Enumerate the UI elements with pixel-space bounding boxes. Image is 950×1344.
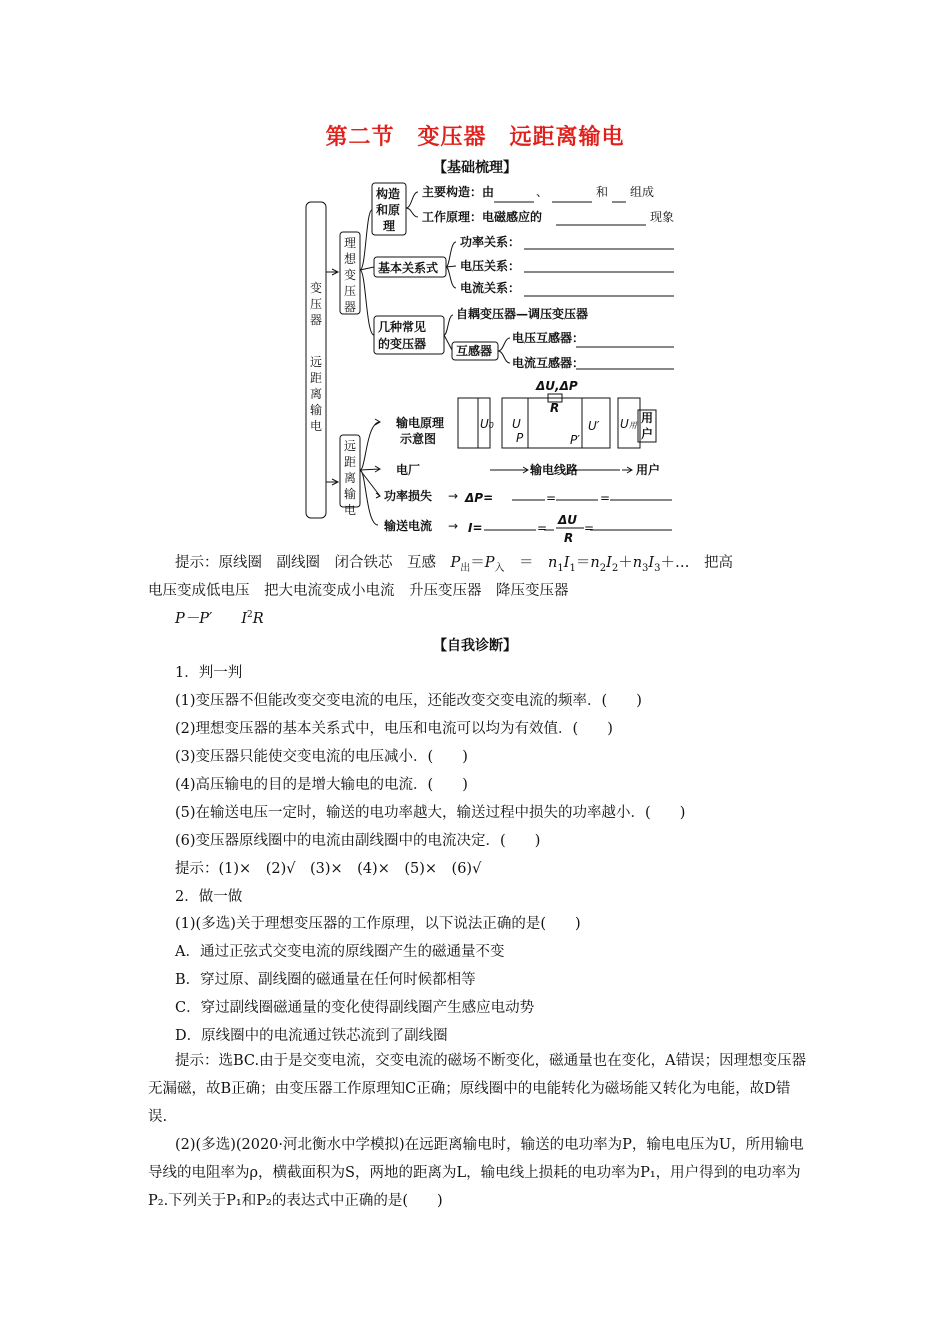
- svg-text:户: 户: [641, 427, 654, 441]
- q1-item: (6)变压器原线圈中的电流由副线圈中的电流决定．( ): [175, 833, 541, 849]
- svg-text:现象: 现象: [650, 210, 675, 224]
- q2-2-question: (2)(多选)(2020·河北衡水中学模拟)在远距离输电时，输送的电功率为P，输电电压为U，所用输电导线的电阻率为ρ，横截面积为S，两地的距离为L，输电线上损耗的电功率为P₁，用户得到的电功率为P₂.下列关于P₁和P₂的表达式中正确的是( ): [148, 1137, 804, 1209]
- svg-text:基本关系式: 基本关系式: [378, 261, 439, 275]
- svg-text:输送电流: 输送电流: [384, 519, 433, 533]
- svg-text:距: 距: [310, 371, 323, 385]
- svg-text:输: 输: [344, 487, 357, 501]
- svg-text:U0: U0: [480, 417, 494, 431]
- root-label: [310, 280, 322, 433]
- svg-text:工作原理：电磁感应的: 工作原理：电磁感应的: [422, 210, 543, 224]
- svg-text:输电线路: 输电线路: [530, 463, 579, 477]
- q2-heading: 2．做一做: [175, 889, 243, 905]
- svg-text:远: 远: [344, 439, 357, 453]
- svg-text:理: 理: [344, 236, 357, 250]
- svg-text:=: =: [546, 491, 557, 505]
- q2-option: C．穿过副线圈磁通量的变化使得副线圈产生感应电动势: [175, 1000, 535, 1016]
- q2-option: A．通过正弦式交变电流的原线圈产生的磁通量不变: [175, 944, 505, 960]
- svg-text:想: 想: [344, 252, 357, 266]
- svg-text:=: =: [537, 521, 548, 535]
- svg-text:U用: U用: [620, 417, 637, 431]
- svg-text:→: →: [448, 489, 459, 503]
- q1-hint: 提示：(1)× (2)√ (3)× (4)× (5)× (6)√: [175, 861, 482, 877]
- svg-text:压: 压: [310, 297, 323, 311]
- q2-1-question: (1)(多选)关于理想变压器的工作原理，以下说法正确的是( ): [175, 916, 581, 932]
- svg-text:ΔP=: ΔP=: [465, 491, 494, 505]
- svg-text:R: R: [550, 401, 560, 415]
- q2-option: D．原线圈中的电流通过铁芯流到了副线圈: [175, 1028, 448, 1044]
- q1-item: (4)高压输电的目的是增大输电的电流．( ): [175, 777, 468, 793]
- svg-text:电压互感器：: 电压互感器：: [512, 331, 585, 345]
- svg-text:电流关系：: 电流关系：: [460, 281, 521, 295]
- svg-text:器: 器: [310, 313, 323, 327]
- svg-text:输: 输: [310, 403, 323, 417]
- svg-text:和: 和: [596, 185, 609, 199]
- hint-basics-line3: P－P′ $I^2R$: [175, 610, 264, 627]
- q1-item: (5)在输送电压一定时，输送的电功率越大，输送过程中损失的功率越小．( ): [175, 805, 686, 821]
- svg-text:U: U: [512, 417, 521, 431]
- svg-text:R: R: [564, 531, 574, 545]
- hint-basics-line1: 提示：原线圈 副线圈 闭合铁芯 互感 $P_出=P_入$ ＝ $n_1I_1=n_2I_2+n_3I_3+\dots$ 把高: [175, 555, 734, 574]
- q1-item: (3)变压器只能使交变电流的电压减小．( ): [175, 749, 468, 765]
- section-heading-basics: 【基础梳理】: [433, 160, 517, 176]
- svg-text:自耦变压器—调压变压器: 自耦变压器—调压变压器: [456, 307, 589, 321]
- svg-text:和原: 和原: [376, 203, 401, 217]
- svg-text:、: 、: [536, 185, 549, 199]
- svg-text:组成: 组成: [630, 185, 655, 199]
- svg-text:功率损失: 功率损失: [384, 489, 433, 503]
- svg-text:离: 离: [310, 387, 323, 401]
- svg-text:ΔU: ΔU: [558, 513, 578, 527]
- svg-text:U′: U′: [588, 419, 600, 433]
- svg-text:示意图: 示意图: [400, 432, 437, 446]
- svg-text:=: =: [584, 521, 595, 535]
- svg-text:=: =: [600, 491, 611, 505]
- svg-text:用: 用: [641, 411, 654, 425]
- svg-text:电压关系：: 电压关系：: [460, 259, 521, 273]
- q1-item: (2)理想变压器的基本关系式中，电压和电流可以均为有效值．( ): [175, 721, 613, 737]
- svg-text:理: 理: [383, 219, 396, 233]
- svg-text:P′: P′: [570, 433, 580, 447]
- svg-text:电: 电: [310, 419, 323, 433]
- svg-text:构造: 构造: [376, 187, 401, 201]
- svg-text:远: 远: [310, 355, 323, 369]
- svg-text:器: 器: [344, 300, 357, 314]
- q2-option: B．穿过原、副线圈的磁通量在任何时候都相等: [175, 972, 476, 988]
- svg-text:的变压器: 的变压器: [378, 337, 427, 351]
- svg-text:ΔU,ΔP: ΔU,ΔP: [536, 379, 578, 393]
- svg-text:主要构造：由: 主要构造：由: [422, 185, 495, 199]
- hint-basics-line2: 电压变成低电压 把大电流变成小电流 升压变压器 降压变压器: [148, 583, 569, 599]
- svg-text:电: 电: [344, 503, 357, 517]
- svg-text:压: 压: [344, 284, 357, 298]
- svg-text:P: P: [516, 431, 524, 445]
- svg-text:用户: 用户: [636, 463, 661, 477]
- svg-text:距: 距: [344, 455, 357, 469]
- section-heading-diagnosis: 【自我诊断】: [433, 638, 517, 654]
- svg-text:功率关系：: 功率关系：: [460, 235, 521, 249]
- concept-diagram: [300, 180, 700, 545]
- q1-heading: 1．判一判: [175, 665, 243, 681]
- svg-text:→: →: [448, 519, 459, 533]
- q1-item: (1)变压器不但能改变交变电流的电压，还能改变交变电流的频率．( ): [175, 693, 642, 709]
- svg-text:电流互感器：: 电流互感器：: [512, 356, 585, 370]
- svg-text:互感器: 互感器: [456, 344, 493, 358]
- page-title: 第二节 变压器 远距离输电: [325, 125, 625, 150]
- svg-text:输电原理: 输电原理: [396, 416, 445, 430]
- svg-text:离: 离: [344, 471, 357, 485]
- q2-1-hint: 提示：选BC.由于是交变电流，交变电流的磁场不断变化，磁通量也在变化，A错误；因理想变压器无漏磁，故B正确；由变压器工作原理知C正确；原线圈中的电能转化为磁场能又转化为电能，故D错误.: [148, 1053, 807, 1125]
- svg-text:电厂: 电厂: [396, 463, 421, 477]
- svg-text:变: 变: [344, 268, 357, 282]
- svg-text:I=: I=: [468, 521, 483, 535]
- svg-text:几种常见: 几种常见: [378, 320, 427, 334]
- svg-text:变: 变: [310, 281, 323, 295]
